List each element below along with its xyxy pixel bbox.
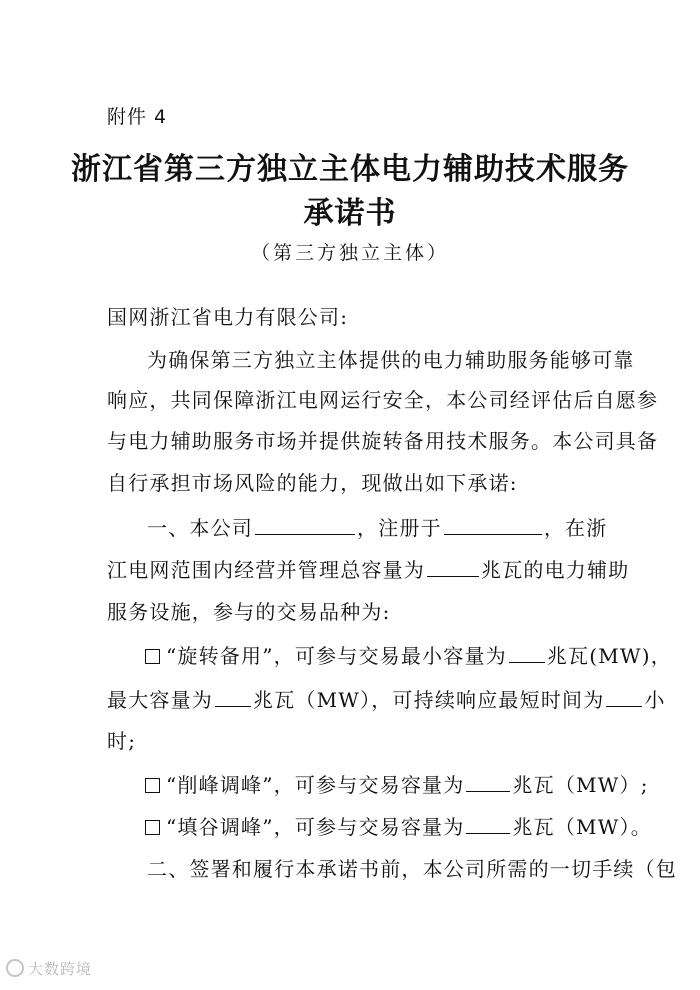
peak-shaving-checkbox-icon[interactable] — [145, 778, 160, 793]
document-title-line2: 承诺书 — [303, 196, 397, 231]
item1-line2-text-b: 兆瓦的电力辅助 — [481, 558, 630, 582]
option-spinning-reserve — [145, 640, 672, 669]
option-peak-text-a: “削峰调峰”，可参与交易容量为 — [166, 773, 465, 797]
option-peak-shaving — [145, 769, 649, 798]
option-spin-line-3: 时; — [107, 729, 137, 753]
peak-capacity-blank[interactable] — [466, 771, 510, 792]
total-capacity-blank[interactable] — [427, 556, 479, 577]
intro-line-4: 自行承担市场风险的能力，现做出如下承诺: — [107, 471, 518, 495]
item2-line-1: 二、签署和履行本承诺书前，本公司所需的一切手续（包 — [147, 857, 677, 881]
document-subtitle: （第三方独立主体） — [250, 242, 449, 264]
item1-line-2 — [107, 554, 629, 583]
item1-line-3: 服务设施，参与的交易品种为: — [107, 600, 391, 624]
option-spin-text-a: “旋转备用”，可参与交易最小容量为 — [166, 644, 507, 668]
intro-line-2: 响应，共同保障浙江电网运行安全，本公司经评估后自愿参 — [107, 388, 659, 412]
spinning-reserve-checkbox-icon[interactable] — [145, 649, 160, 664]
salutation: 国网浙江省电力有限公司: — [107, 305, 349, 329]
option-spin-line2-text-a: 最大容量为 — [107, 688, 213, 712]
option-spin-text-b: 兆瓦(MW)， — [546, 644, 672, 668]
company-name-blank[interactable] — [255, 514, 355, 535]
registration-place-blank[interactable] — [444, 514, 542, 535]
option-spin-line-2 — [107, 684, 666, 713]
option-spin-line2-text-c: 小 — [644, 688, 666, 712]
valley-filling-checkbox-icon[interactable] — [145, 820, 160, 835]
option-valley-text-a: “填谷调峰”，可参与交易容量为 — [166, 815, 465, 839]
watermark-text: 大数跨境 — [28, 960, 93, 978]
spin-min-capacity-blank[interactable] — [509, 642, 545, 663]
watermark-logo-icon — [6, 959, 24, 977]
intro-line-3: 与电力辅助服务市场并提供旋转备用技术服务。本公司具备 — [107, 429, 659, 453]
attachment-label: 附件 4 — [107, 106, 168, 128]
intro-line-1: 为确保第三方独立主体提供的电力辅助服务能够可靠 — [147, 348, 635, 372]
item1-text-b: ，注册于 — [357, 516, 442, 540]
item1-line-1 — [147, 512, 607, 541]
spin-min-duration-blank[interactable] — [606, 686, 642, 707]
option-valley-filling — [145, 811, 652, 840]
item1-text-a: 一、本公司 — [147, 516, 253, 540]
option-spin-line2-text-b: 兆瓦（MW），可持续响应最短时间为 — [253, 688, 605, 712]
spin-max-capacity-blank[interactable] — [215, 686, 251, 707]
option-valley-text-b: 兆瓦（MW）。 — [512, 815, 652, 839]
item1-text-c: ，在浙 — [543, 516, 608, 540]
option-peak-text-b: 兆瓦（MW）; — [512, 773, 649, 797]
watermark — [6, 958, 92, 979]
item1-line2-text-a: 江电网范围内经营并管理总容量为 — [107, 558, 425, 582]
valley-capacity-blank[interactable] — [466, 813, 510, 834]
document-title-line1: 浙江省第三方独立主体电力辅助技术服务 — [71, 152, 629, 187]
